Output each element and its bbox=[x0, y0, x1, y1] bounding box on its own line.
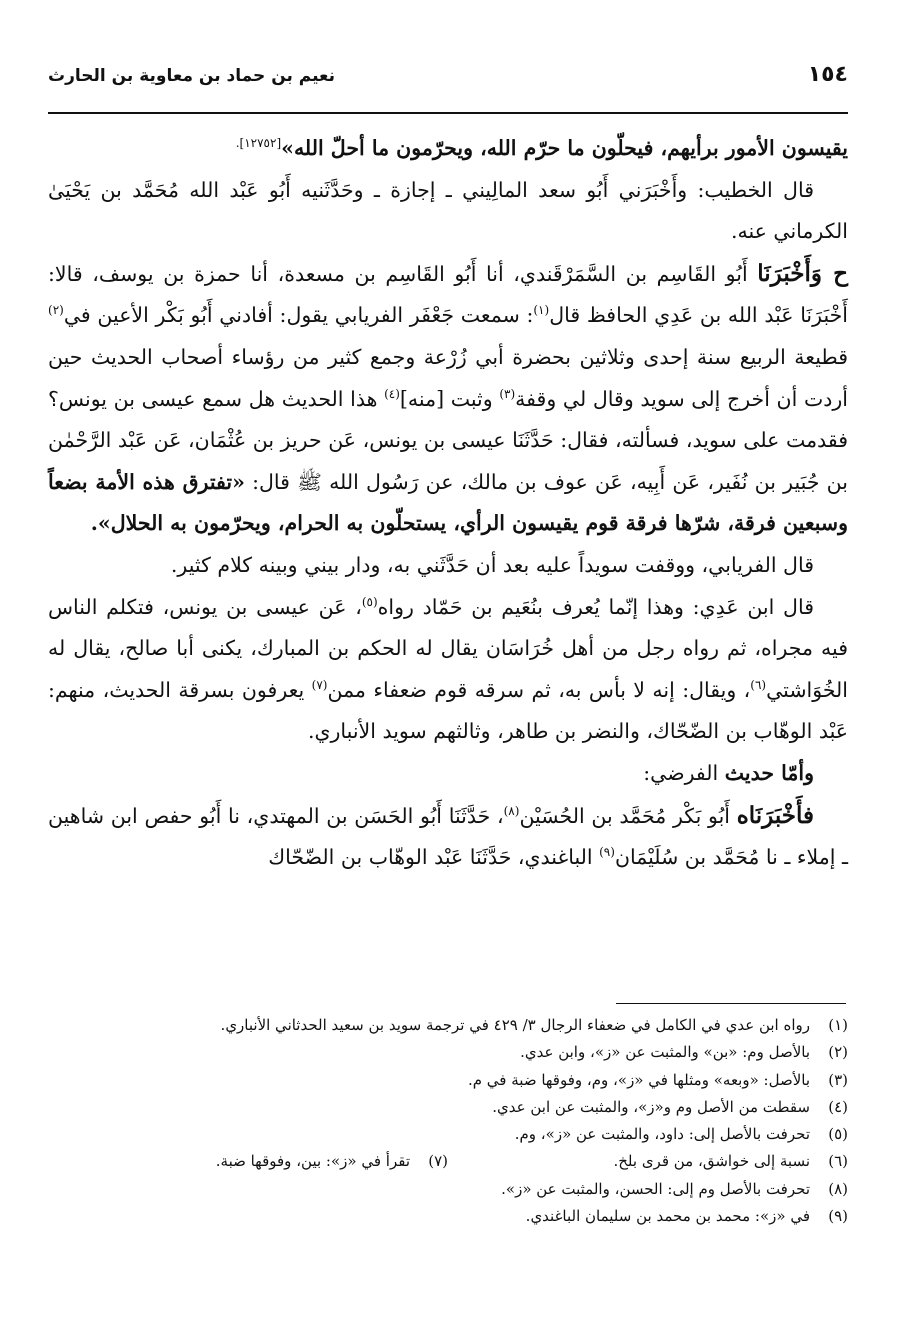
isnad-text: قطيعة الربيع سنة إحدى وثلاثين بحضرة أبي زُرْعة وجمع كثير من رؤساء أصحاب الحديث حين أردت أن أخرج إلى سويد وقال لي وقفة bbox=[48, 344, 848, 411]
footnote-ref-3: (٣) bbox=[499, 386, 516, 401]
hadith-quote: «تفترق هذه الأمة بضعاً وسبعين فرقة، شرّها فرقة قوم يقيسون الرأي، يستحلّون به الحرام، ويحرّمون به الحلال». bbox=[48, 469, 848, 536]
isnad-text: : سمعت جَعْفَر الفريابي يقول: أفادني أَبُو بَكْر الأعين في bbox=[63, 303, 534, 328]
footnote-second bbox=[216, 1148, 448, 1175]
footnote bbox=[48, 1203, 848, 1230]
footnote bbox=[48, 1094, 848, 1121]
header-rule bbox=[48, 112, 848, 114]
footnote bbox=[48, 1148, 848, 1175]
hadith-number: [١٢٧٥٢]. bbox=[235, 136, 282, 151]
isnad-text: وثبت [منه] bbox=[399, 386, 500, 411]
footnote-number: (٦) bbox=[828, 1152, 848, 1171]
footnote-ref-8: (٨) bbox=[503, 803, 520, 818]
footnote-number: (٥) bbox=[828, 1125, 848, 1144]
footnote-ref-4: (٤) bbox=[384, 386, 400, 401]
footnote-number: (٧) bbox=[428, 1152, 448, 1171]
footnote-ref-9: (٩) bbox=[599, 845, 615, 860]
paragraph-5 bbox=[48, 587, 848, 753]
footnote-text: سقطت من الأصل وم و«ز»، والمثبت عن ابن عدي. bbox=[492, 1097, 810, 1116]
commentary-text: ، عَن عيسى بن يونس، فتكلم الناس فيه مجراه، ثم رواه رجل من أهل خُرَاسَان يقال له الحكم بن المبارك، يكنى أبا صالح، يقال له الخُوَاشتي bbox=[48, 594, 848, 702]
isnad-text: هذا الحديث هل سمع عيسى بن يونس؟ فقدمت على سويد، فسألته، فقال: حَدَّثَنَا عيسى بن يونس، عَن حريز بن عُثْمَان، عَن عَبْد الرَّحْمٰن بن جُبَير بن نُفَير، عَن أَبِيه، عَن عوف بن مالك، عن رَسُول الله ﷺ قال: bbox=[48, 386, 848, 494]
paragraph-1 bbox=[48, 128, 848, 170]
footnote-number: (٢) bbox=[828, 1043, 848, 1062]
footnote-number: (١) bbox=[828, 1016, 848, 1034]
footnote-ref-1: (١) bbox=[533, 303, 550, 318]
running-title: نعيم بن حماد بن معاوية بن الحارث bbox=[48, 66, 336, 86]
footnote-ref-5: (٥) bbox=[361, 594, 378, 609]
footnote-text: في «ز»: محمد بن محمد بن سليمان الباغندي. bbox=[525, 1207, 810, 1226]
isnad-text: أَبُو القَاسِم بن السَّمَرْقَندي، أنا أَبُو القَاسِم بن مسعدة، أنا حمزة بن يوسف، قالا: أَخْبَرَنَا عَبْد الله بن عَدِي الحافظ قال bbox=[48, 261, 849, 328]
footnote-number: (٨) bbox=[828, 1179, 848, 1198]
commentary-text: قال ابن عَدِي: وهذا إنّما يُعرف بنُعَيم بن حَمّاد رواه bbox=[377, 594, 814, 619]
section-lead: وأمّا حديث bbox=[724, 760, 814, 785]
paragraph-2: قال الخطيب: وأَخْبَرَني أَبُو سعد المالِيني ـ إجازة ـ وحَدَّثَنيه أَبُو عَبْد الله مُحَمَّد بن يَحْيَىٰ الكرماني عنه. bbox=[48, 177, 848, 244]
commentary-text: ، ويقال: إنه لا بأس به، ثم سرقه قوم ضعفاء ممن bbox=[327, 677, 751, 702]
footnote-number: (٤) bbox=[828, 1097, 848, 1116]
footnote-text: رواه ابن عدي في الكامل في ضعفاء الرجال ٣/ ٤٢٩ في ترجمة سويد بن سعيد الحدثاني الأنباري. bbox=[220, 1016, 810, 1034]
paragraph-6 bbox=[48, 753, 848, 795]
paragraph-3 bbox=[48, 253, 848, 545]
footnote bbox=[48, 1012, 848, 1039]
running-header bbox=[48, 60, 848, 108]
isnad-lead: ح وَأَخْبَرَنَا bbox=[757, 259, 848, 287]
footnote-text: تحرفت بالأصل إلى: داود، والمثبت عن «ز»، وم. bbox=[514, 1125, 810, 1144]
footnote-rule bbox=[616, 1003, 846, 1004]
commentary-text: يعرفون بسرقة الحديث، منهم: عَبْد الوهّاب بن الضّحّاك، والنضر بن طاهر، وثالثهم سويد الأنباري. bbox=[48, 677, 848, 744]
isnad-text: الباغندي، حَدَّثَنَا عَبْد الوهّاب بن الضّحّاك bbox=[268, 845, 600, 870]
page-number: ١٥٤ bbox=[807, 62, 848, 87]
footnote-number: (٩) bbox=[828, 1207, 848, 1226]
section-lead-rest: الفرضي: bbox=[643, 760, 725, 785]
paragraph-7 bbox=[48, 795, 848, 879]
footnote bbox=[48, 1121, 848, 1148]
hadith-ending: يقيسون الأمور برأيهم، فيحلّون ما حرّم الله، ويحرّمون ما أحلّ الله» bbox=[281, 136, 848, 160]
footnote-text: تحرفت بالأصل وم إلى: الحسن، والمثبت عن «ز». bbox=[501, 1179, 810, 1198]
isnad-text: ، حَدَّثَنَا أَبُو الحَسَن بن المهتدي، نا أَبُو حفص ابن شاهين ـ إملاء ـ نا مُحَمَّد بن سُلَيْمَان bbox=[48, 803, 848, 870]
footnote-text: بالأصل وم: «بن» والمثبت عن «ز»، وابن عدي. bbox=[520, 1043, 810, 1062]
footnote bbox=[48, 1176, 848, 1203]
footnote-text: تقرأ في «ز»: بين، وفوقها ضبة. bbox=[215, 1152, 410, 1171]
footnote-number: (٣) bbox=[828, 1070, 848, 1089]
footnote-text: نسبة إلى خواشق، من قرى بلخ. bbox=[613, 1152, 810, 1171]
isnad-text: أَبُو بَكْر مُحَمَّد بن الحُسَيْن bbox=[519, 803, 737, 828]
paragraph-4: قال الفريابي، ووقفت سويداً عليه بعد أن حَدَّثَني به، ودار بيني وبينه كلام كثير. bbox=[170, 552, 814, 577]
footnote-ref-7: (٧) bbox=[311, 677, 328, 692]
isnad-lead: فأَخْبَرَنَاه bbox=[736, 801, 814, 829]
footnote-ref-6: (٦) bbox=[750, 677, 767, 692]
footnote-ref-2: (٢) bbox=[48, 303, 64, 318]
footnote bbox=[48, 1067, 848, 1094]
footnote-text: بالأصل: «وبعه» ومثلها في «ز»، وم، وفوقها ضبة في م. bbox=[467, 1070, 810, 1089]
footnotes bbox=[48, 1012, 848, 1230]
main-text bbox=[48, 128, 848, 879]
footnote bbox=[48, 1039, 848, 1066]
